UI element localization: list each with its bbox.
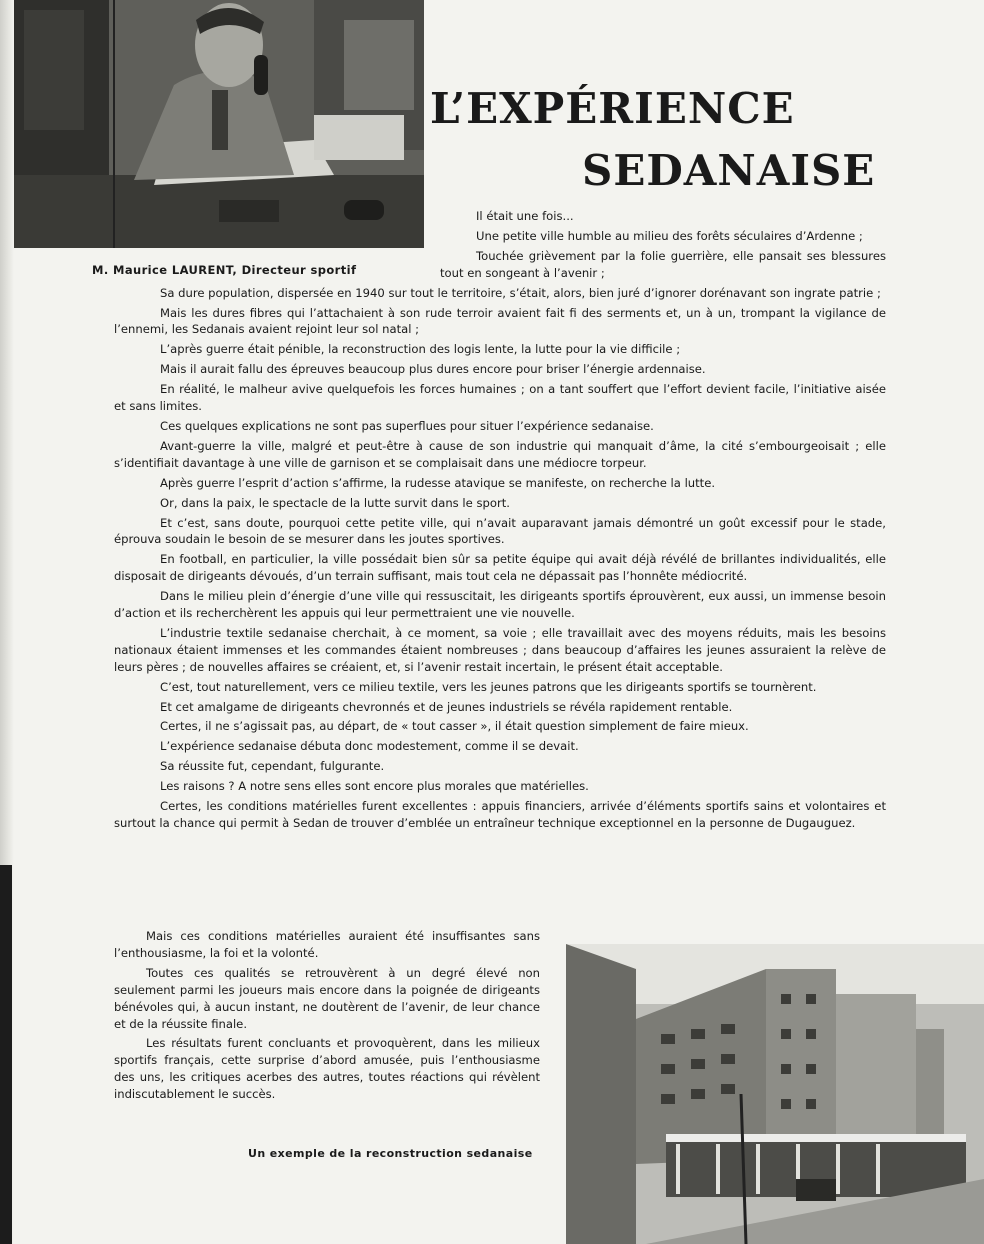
paragraph: C’est, tout naturellement, vers ce milieu textile, vers les jeunes patrons que les dirigeants sportifs se tournèrent. xyxy=(160,679,817,694)
title-line-1: L’EXPÉRIENCE xyxy=(430,84,795,133)
paragraph: L’expérience sedanaise débuta donc modestement, comme il se devait. xyxy=(160,739,579,754)
paragraph: Certes, les conditions matérielles furent excellentes : appuis financiers, arrivée d’éléments sportifs sains et volontaires et surtout la chance qui permit à Sedan de trouver d’emblée un entraîneur technique exceptionnel en la personne de Dugauguez. xyxy=(114,799,886,830)
article-body-lower xyxy=(114,928,540,1106)
paragraph: Sa dure population, dispersée en 1940 sur tout le territoire, s’était, alors, bien juré d’ignorer dorénavant son ingrate patrie ; xyxy=(160,285,881,300)
article-body xyxy=(114,208,886,835)
paragraph: Les résultats furent concluants et provoquèrent, dans les milieux sportifs français, cette surprise d’abord amusée, puis l’enthousiasme des uns, les critiques acerbes des autres, toutes réactions qui révèlent indiscutablement le succès. xyxy=(114,1036,540,1102)
paragraph: Dans le milieu plein d’énergie d’une ville qui ressuscitait, les dirigeants sportifs éprouvèrent, eux aussi, un immense besoin d’action et ils recherchèrent les appuis qui leur permettraient une vie nouvelle. xyxy=(114,589,886,621)
portrait-caption: M. Maurice LAURENT, Directeur sportif xyxy=(92,263,357,277)
paragraph: Et c’est, sans doute, pourquoi cette petite ville, qui n’avait auparavant jamais démontré un goût excessif pour le stade, éprouva soudain le besoin de se mesurer dans les joutes sportives. xyxy=(114,515,886,547)
paragraph: Mais il aurait fallu des épreuves beaucoup plus dures encore pour briser l’énergie ardennaise. xyxy=(160,362,706,377)
title-line-2: SEDANAISE xyxy=(582,146,876,195)
paragraph: Après guerre l’esprit d’action s’affirme, la rudesse atavique se manifeste, on recherche la lutte. xyxy=(160,475,716,490)
paragraph: Il était une fois... xyxy=(476,209,574,223)
paragraph: Or, dans la paix, le spectacle de la lutte survit dans le sport. xyxy=(160,495,510,510)
paragraph: En football, en particulier, la ville possédait bien sûr sa petite équipe qui avait déjà révélé de brillantes individualités, elle disposait de dirigeants dévoués, d’un terrain suffisant, mais tout cela ne dépassait pas l’honnête médiocrité. xyxy=(114,552,886,584)
paragraph: Avant-guerre la ville, malgré et peut-être à cause de son industrie qui manquait d’âme, la cité s’embourgeoisait ; elle s’identifiait davantage à une ville de garnison et se complaisait dans une médiocre torpeur. xyxy=(114,438,886,470)
paragraph: Mais les dures fibres qui l’attachaient à son rude terroir avaient fait fi des serments et, un à un, trompant la vigilance de l’ennemi, les Sedanais avaient rejoint leur sol natal ; xyxy=(114,305,886,337)
building-photo xyxy=(566,944,984,1244)
paragraph: Certes, il ne s’agissait pas, au départ, de « tout casser », il était question simplement de faire mieux. xyxy=(160,719,749,734)
article-title xyxy=(424,78,884,202)
paragraph: Mais ces conditions matérielles auraient été insuffisantes sans l’enthousiasme, la foi et la volonté. xyxy=(114,929,540,960)
paragraph: L’industrie textile sedanaise cherchait, à ce moment, sa voie ; elle travaillait avec des moyens réduits, mais les besoins nationaux étaient immenses et les commandes étaient nombreuses ; dans beaucoup d’affaires les jeunes assuraient la relève de leurs pères ; de nouvelles affaires se créaient, et, si l’avenir restait incertain, le présent était acceptable. xyxy=(114,625,886,674)
paragraph: Sa réussite fut, cependant, fulgurante. xyxy=(160,759,385,774)
paragraph: En réalité, le malheur avive quelquefois les forces humaines ; on a tant souffert que l’effort devient facile, l’initiative aisée et sans limites. xyxy=(114,382,886,414)
page-edge-shadow xyxy=(0,865,12,1244)
paragraph: L’après guerre était pénible, la reconstruction des logis lente, la lutte pour la vie difficile ; xyxy=(160,342,681,357)
building-caption: Un exemple de la reconstruction sedanaise xyxy=(248,1147,533,1160)
paragraph: Touchée grièvement par la folie guerrière, elle pansait ses blessures tout en songeant à l’avenir ; xyxy=(440,248,886,280)
paragraph: Une petite ville humble au milieu des forêts séculaires d’Ardenne ; xyxy=(476,228,863,243)
paragraph: Et cet amalgame de dirigeants chevronnés et de jeunes industriels se révéla rapidement rentable. xyxy=(160,699,733,714)
paragraph: Toutes ces qualités se retrouvèrent à un degré élevé non seulement parmi les joueurs mais encore dans la poignée de dirigeants bénévoles qui, à aucun instant, ne doutèrent de l’avenir, de leur chance et de la réussite finale. xyxy=(114,965,540,1031)
paragraph: Les raisons ? A notre sens elles sont encore plus morales que matérielles. xyxy=(160,779,589,794)
paragraph: Ces quelques explications ne sont pas superflues pour situer l’expérience sedanaise. xyxy=(160,418,654,433)
